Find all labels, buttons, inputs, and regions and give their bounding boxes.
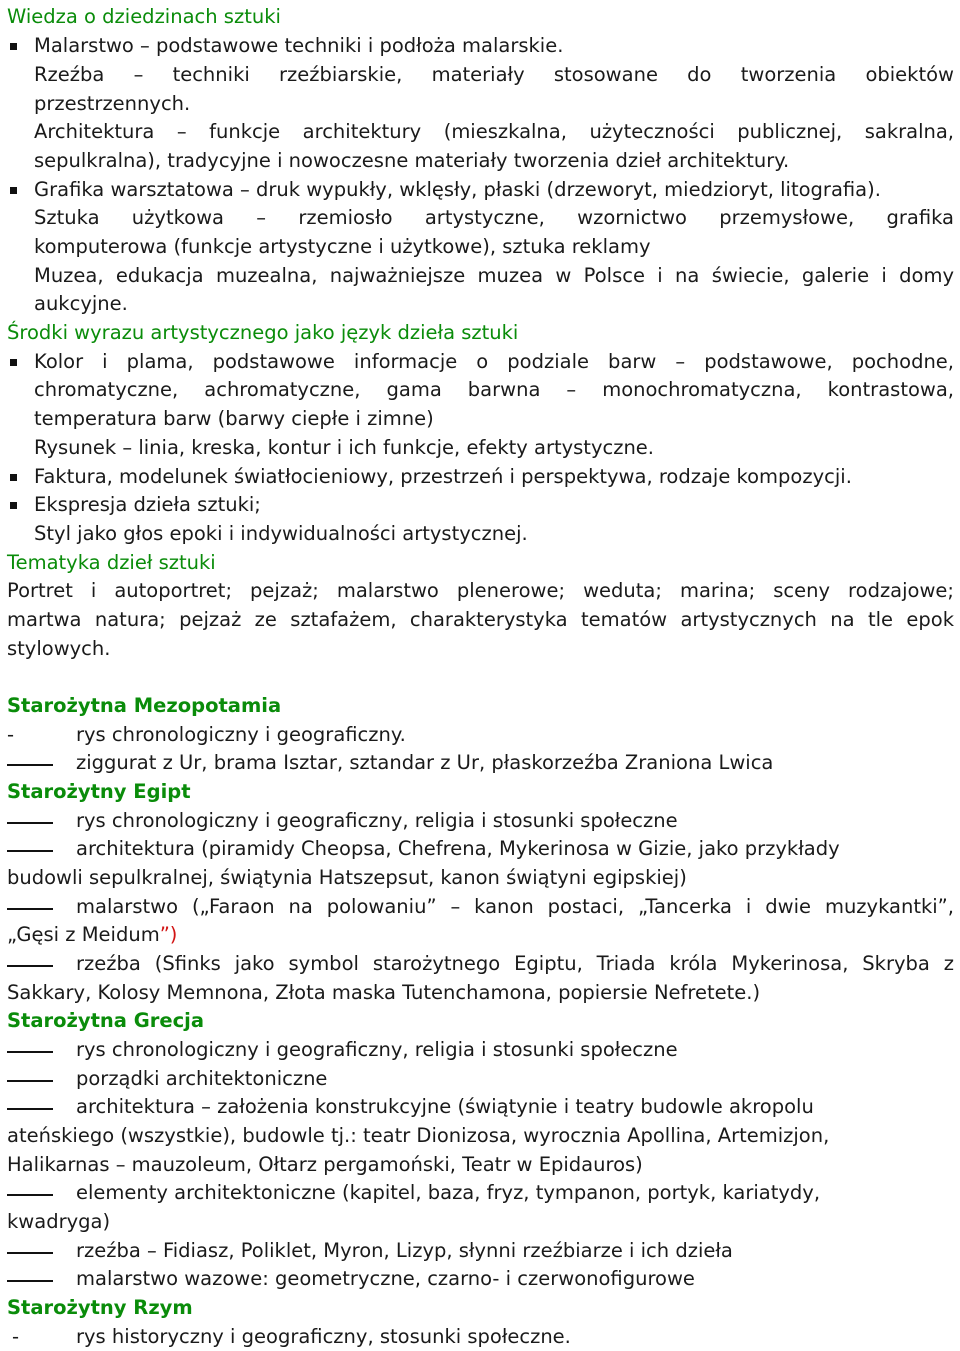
dash-icon bbox=[7, 1108, 53, 1110]
list-item-ekspresja: Ekspresja dzieła sztuki; bbox=[34, 493, 261, 516]
list-item-styl: Styl jako głos epoki i indywidualności artystycznej. bbox=[34, 522, 528, 545]
hyphen-marker: - bbox=[12, 1325, 20, 1348]
dash-icon bbox=[7, 1051, 53, 1053]
list-item-grecja-elementy-line1: elementy architektoniczne (kapitel, baza, fryz, tympanon, portyk, kariatydy, bbox=[76, 1181, 821, 1204]
bullet-icon bbox=[10, 43, 17, 50]
dash-icon bbox=[7, 1252, 53, 1254]
list-item-faktura: Faktura, modelunek światłocieniowy, przestrzeń i perspektywa, rodzaje kompozycji. bbox=[34, 465, 852, 488]
closing-quote-red: ”) bbox=[159, 923, 178, 946]
list-item-muzea-line2: aukcyjne. bbox=[34, 292, 128, 315]
bullet-icon bbox=[10, 187, 17, 194]
bullet-icon bbox=[10, 474, 17, 481]
list-item-grecja-malarstwo: malarstwo wazowe: geometryczne, czarno- i czerwonofigurowe bbox=[76, 1267, 695, 1290]
list-item-rzezba-line2: przestrzennych. bbox=[34, 92, 191, 115]
bullet-icon bbox=[10, 502, 17, 509]
list-item-mezopotamia-rys: rys chronologiczny i geograficzny. bbox=[76, 723, 406, 746]
list-item-egipt-architektura-line1: architektura (piramidy Cheopsa, Chefrena, Mykerinosa w Gizie, jako przykłady bbox=[76, 837, 840, 860]
dash-icon bbox=[7, 850, 53, 852]
list-item-grecja-architektura-line3: Halikarnas – mauzoleum, Ołtarz pergamoński, Teatr w Epidauros) bbox=[7, 1153, 643, 1176]
list-item-architektura-line1: Architektura – funkcje architektury (mieszkalna, użyteczności publicznej, sakralna, bbox=[34, 120, 954, 143]
heading-mezopotamia: Starożytna Mezopotamia bbox=[7, 694, 282, 717]
list-item-architektura-line2: sepulkralna), tradycyjne i nowoczesne materiały tworzenia dzieł architektury. bbox=[34, 149, 790, 172]
section-heading-tematyka: Tematyka dzieł sztuki bbox=[7, 551, 216, 574]
list-item-rzym-rys: rys historyczny i geograficzny, stosunki społeczne. bbox=[76, 1325, 571, 1348]
list-item-grecja-rys: rys chronologiczny i geograficzny, religia i stosunki społeczne bbox=[76, 1038, 678, 1061]
dash-icon bbox=[7, 1080, 53, 1082]
list-item-sztuka-uzytkowa-line1: Sztuka użytkowa – rzemiosło artystyczne, wzornictwo przemysłowe, grafika bbox=[34, 206, 954, 229]
dash-icon bbox=[7, 764, 53, 766]
paragraph-tematyka-line3: stylowych. bbox=[7, 637, 111, 660]
list-item-grecja-architektura-line1: architektura – założenia konstrukcyjne (świątynie i teatry budowle akropolu bbox=[76, 1095, 814, 1118]
list-item-mezopotamia-ziggurat: ziggurat z Ur, brama Isztar, sztandar z Ur, płaskorzeźba Zraniona Lwica bbox=[76, 751, 774, 774]
list-item-rysunek: Rysunek – linia, kreska, kontur i ich funkcje, efekty artystyczne. bbox=[34, 436, 655, 459]
paragraph-tematyka-line2: martwa natura; pejzaż ze sztafażem, charakterystyka tematów artystycznych na tle epok bbox=[7, 608, 954, 631]
dash-icon bbox=[7, 822, 53, 824]
dash-icon bbox=[7, 1194, 53, 1196]
list-item-kolor-line2: chromatyczne, achromatyczne, gama barwna – monochromatyczna, kontrastowa, bbox=[34, 378, 954, 401]
list-item-grafika: Grafika warsztatowa – druk wypukły, wklęsły, płaski (drzeworyt, miedzioryt, litografia). bbox=[34, 178, 881, 201]
section-heading-srodki-wyrazu: Środki wyrazu artystycznego jako język dzieła sztuki bbox=[7, 321, 519, 344]
list-item-egipt-malarstwo-line1: malarstwo („Faraon na polowaniu” – kanon postaci, „Tancerka i dwie muzykantki”, bbox=[76, 895, 954, 918]
list-item-grecja-elementy-line2: kwadryga) bbox=[7, 1210, 111, 1233]
heading-rzym: Starożytny Rzym bbox=[7, 1296, 193, 1319]
list-item-sztuka-uzytkowa-line2: komputerowa (funkcje artystyczne i użytkowe), sztuka reklamy bbox=[34, 235, 651, 258]
dash-icon bbox=[7, 965, 53, 967]
list-item-egipt-rzezba-line2: Sakkary, Kolosy Memnona, Złota maska Tutenchamona, popiersie Nefretete.) bbox=[7, 981, 761, 1004]
list-item-egipt-malarstwo-line2 bbox=[7, 924, 954, 946]
list-item-kolor-line1: Kolor i plama, podstawowe informacje o podziale barw – podstawowe, pochodne, bbox=[34, 350, 954, 373]
list-item-grecja-rzezba: rzeźba – Fidiasz, Poliklet, Myron, Lizyp, słynni rzeźbiarze i ich dzieła bbox=[76, 1239, 733, 1262]
dash-icon bbox=[7, 908, 53, 910]
list-item-egipt-rzezba-line1: rzeźba (Sfinks jako symbol starożytnego Egiptu, Triada króla Mykerinosa, Skryba z bbox=[76, 952, 954, 975]
heading-grecja: Starożytna Grecja bbox=[7, 1009, 204, 1032]
list-item-muzea-line1: Muzea, edukacja muzealna, najważniejsze muzea w Polsce i na świecie, galerie i domy bbox=[34, 264, 954, 287]
text-gesi-z-meidum: „Gęsi z Meidum bbox=[7, 923, 160, 946]
list-item-egipt-architektura-line2: budowli sepulkralnej, świątynia Hatszepsut, kanon świątyni egipskiej) bbox=[7, 866, 687, 889]
paragraph-tematyka-line1: Portret i autoportret; pejzaż; malarstwo plenerowe; weduta; marina; sceny rodzajowe; bbox=[7, 579, 954, 602]
list-item-rzezba-line1: Rzeźba – techniki rzeźbiarskie, materiały stosowane do tworzenia obiektów bbox=[34, 63, 954, 86]
dash-icon bbox=[7, 1280, 53, 1282]
hyphen-marker: - bbox=[7, 723, 15, 746]
bullet-icon bbox=[10, 359, 17, 366]
list-item-kolor-line3: temperatura barw (barwy ciepłe i zimne) bbox=[34, 407, 434, 430]
list-item-grecja-porzadki: porządki architektoniczne bbox=[76, 1067, 328, 1090]
section-heading-dziedziny: Wiedza o dziedzinach sztuki bbox=[7, 5, 281, 28]
heading-egipt: Starożytny Egipt bbox=[7, 780, 191, 803]
list-item-malarstwo: Malarstwo – podstawowe techniki i podłoża malarskie. bbox=[34, 34, 564, 57]
list-item-egipt-rys: rys chronologiczny i geograficzny, religia i stosunki społeczne bbox=[76, 809, 678, 832]
list-item-grecja-architektura-line2: ateńskiego (wszystkie), budowle tj.: teatr Dionizosa, wyrocznia Apollina, Artemizjon, bbox=[7, 1124, 830, 1147]
